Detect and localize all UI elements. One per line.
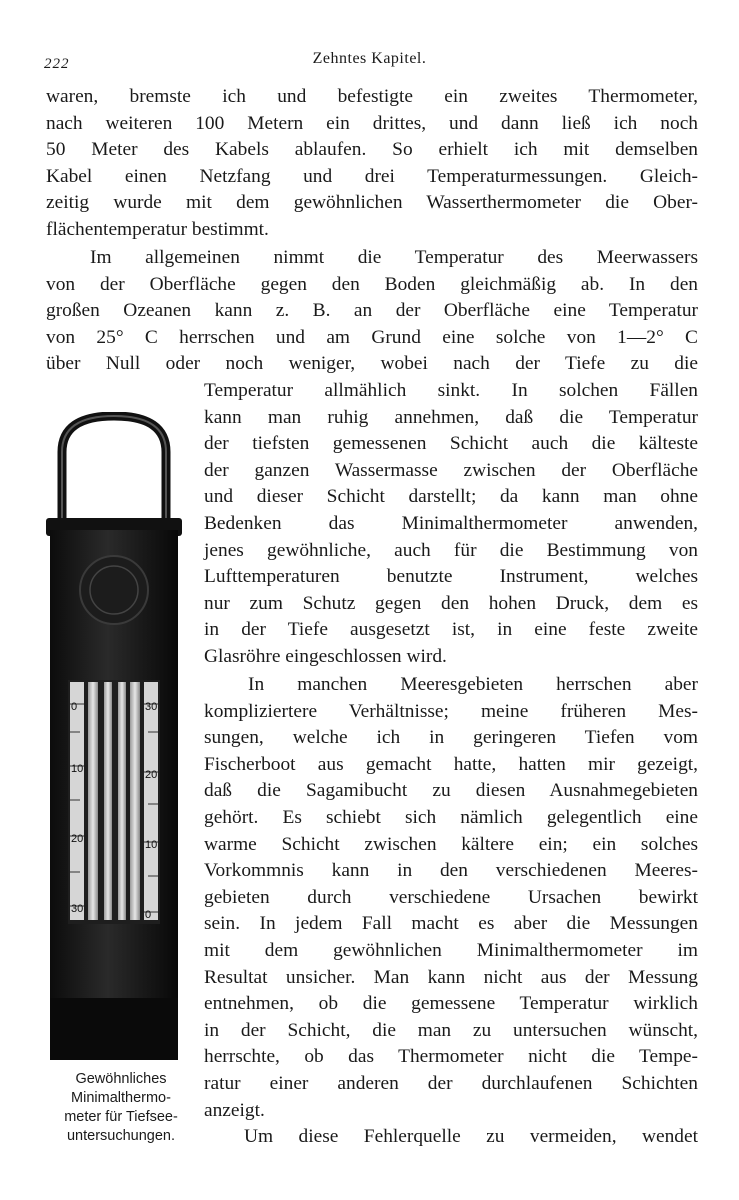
text-line: mit dem gewöhnlichen Minimalthermometer im — [204, 939, 698, 961]
scale-label: 0 — [71, 701, 78, 713]
text-line: kompliziertere Verhältnisse; meine früheren Mes- — [204, 700, 698, 722]
paragraph-2-continued — [204, 378, 698, 671]
text-line: Kabel einen Netzfang und drei Temperaturmessungen. Gleich- — [46, 165, 698, 187]
text-line: Fischerboot aus gemacht hatte, hatten mir gezeigt, — [204, 753, 698, 775]
text-line: warme Schicht zwischen kältere ein; ein solches — [204, 833, 698, 855]
text-line: sein. In jedem Fall macht es aber die Messungen — [204, 913, 698, 935]
text-line: 50 Meter des Kabels ablaufen. So erhielt ich mit demselben — [46, 139, 698, 161]
text-line: Lufttemperaturen benutzte Instrument, welches — [204, 566, 698, 588]
scale-label: 20 — [71, 833, 84, 845]
text-line: In manchen Meeresgebieten herrschen aber — [248, 674, 698, 695]
text-line: ratur einer anderen der durchlaufenen Schichten — [204, 1072, 698, 1094]
page-number: 222 — [44, 56, 70, 72]
paragraph-1 — [46, 84, 698, 244]
caption-line: Minimalthermo- — [71, 1090, 171, 1106]
text-line: gebieten durch verschiedene Ursachen bewirkt — [204, 886, 698, 908]
text-line: und dieser Schicht darstellt; da kann man ohne — [204, 486, 698, 508]
text-line: gehört. Es schiebt sich nämlich gelegentlich eine — [204, 806, 698, 828]
text-line: sungen, welche ich in geringeren Tiefen vom — [204, 727, 698, 749]
text-line: anzeigt. — [204, 1099, 265, 1121]
text-line: großen Ozeanen kann z. B. an der Oberfläche eine Temperatur — [46, 300, 698, 322]
text-line: Vorkommnis kann in den verschiedenen Meeres- — [204, 860, 698, 882]
text-line: Im allgemeinen nimmt die Temperatur des Meerwassers — [90, 247, 698, 268]
text-line: Bedenken das Minimalthermometer anwenden, — [204, 512, 698, 534]
text-line: kann man ruhig annehmen, daß die Temperatur — [204, 406, 698, 428]
text-line: Resultat unsicher. Man kann nicht aus der Messung — [204, 966, 698, 988]
scale-label: 10 — [71, 763, 84, 775]
text-line: über Null oder noch weniger, wobei nach der Tiefe zu die — [46, 353, 698, 375]
caption-line: meter für Tiefsee- — [64, 1109, 178, 1125]
text-line: von der Oberfläche gegen den Boden gleichmäßig ab. In den — [46, 273, 698, 295]
scale-label: 0 — [145, 909, 152, 921]
text-line: der tiefsten gemessenen Schicht auch die kälteste — [204, 433, 698, 455]
running-title: Zehntes Kapitel. — [312, 50, 427, 67]
text-line: von 25° C herrschen und am Grund eine solche von 1—2° C — [46, 326, 698, 348]
paragraph-4 — [204, 1124, 698, 1151]
text-line: flächentemperatur bestimmt. — [46, 218, 269, 240]
text-line: Um diese Fehlerquelle zu vermeiden, wendet — [244, 1126, 698, 1147]
text-line: entnehmen, ob die gemessene Temperatur wirklich — [204, 993, 698, 1015]
scale-label: 30 — [145, 701, 158, 713]
paragraph-2 — [46, 245, 698, 378]
scale-label: 10 — [145, 839, 158, 851]
text-line: herrschte, ob das Thermometer nicht die Tempe- — [204, 1046, 698, 1068]
text-line: der ganzen Wassermasse zwischen der Oberfläche — [204, 459, 698, 481]
paragraph-3 — [204, 672, 698, 1124]
scale-label: 30 — [71, 903, 84, 915]
figure-caption — [36, 1070, 206, 1146]
caption-line: untersuchungen. — [66, 1128, 176, 1144]
text-line: daß die Sagamibucht zu diesen Ausnahmegebieten — [204, 780, 698, 802]
text-line: zeitig wurde mit dem gewöhnlichen Wasserthermometer die Ober- — [46, 192, 698, 214]
thermometer-figure — [44, 412, 184, 1060]
text-line: Temperatur allmählich sinkt. In solchen Fällen — [204, 380, 698, 401]
text-line: in der Schicht, die man zu untersuchen wünscht, — [204, 1019, 698, 1041]
text-line: in der Tiefe ausgesetzt ist, in eine feste zweite — [204, 619, 698, 641]
caption-line: Gewöhnliches — [75, 1071, 167, 1087]
text-line: nach weiteren 100 Metern ein drittes, und dann ließ ich noch — [46, 112, 698, 134]
text-line: nur zum Schutz gegen den hohen Druck, dem es — [204, 592, 698, 614]
text-line: waren, bremste ich und befestigte ein zweites Thermometer, — [46, 86, 698, 107]
minimum-thermometer-illustration — [44, 412, 184, 1060]
text-line: jenes gewöhnliche, auch für die Bestimmung von — [204, 539, 698, 561]
text-line: Glasröhre eingeschlossen wird. — [204, 645, 447, 667]
scale-label: 20 — [145, 769, 158, 781]
